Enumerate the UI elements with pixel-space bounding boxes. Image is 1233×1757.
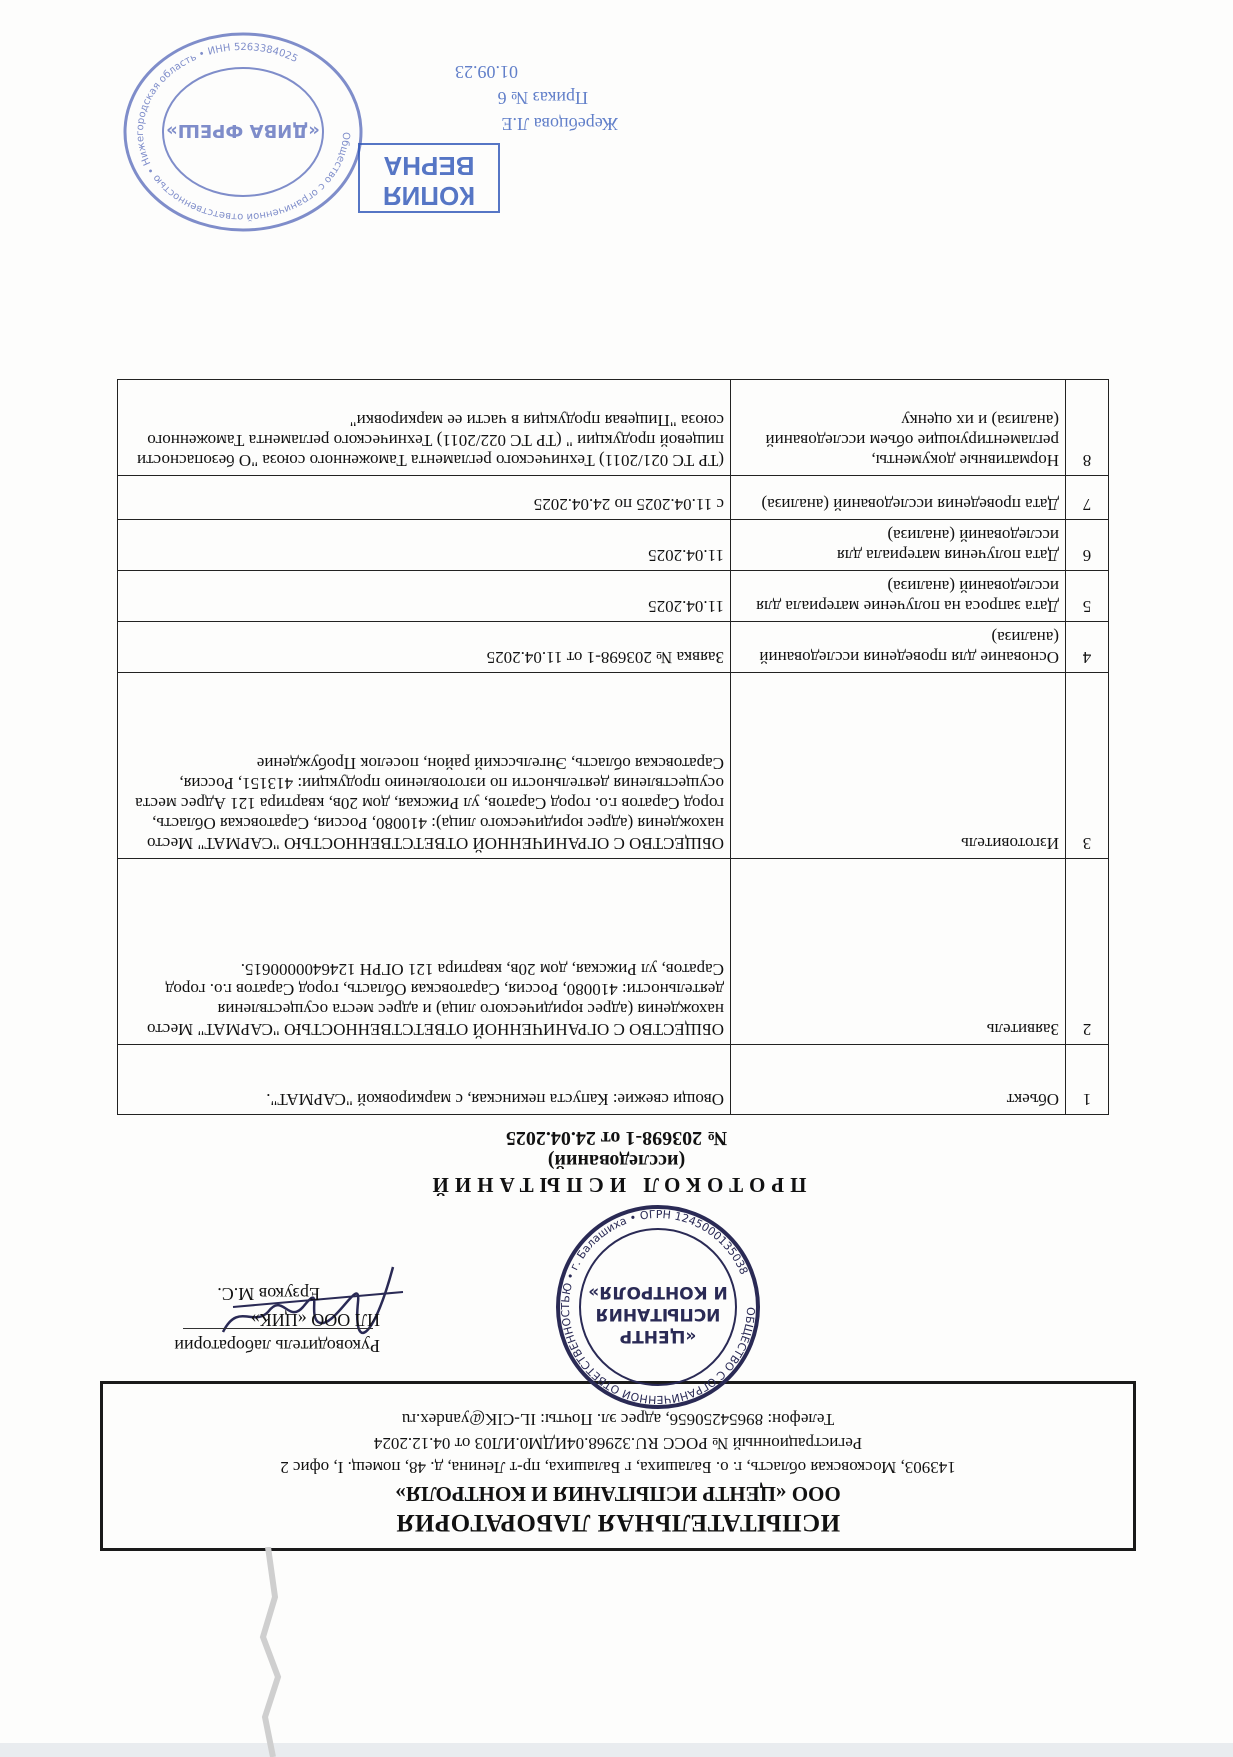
org-stamp-center-text: «ДИВА ФРЕШ» bbox=[166, 120, 320, 141]
row-field-name: Нормативные документы, регламентирующие объем исследований (анализа) и их оценку bbox=[731, 380, 1066, 476]
copy-true-stamp bbox=[358, 143, 500, 213]
row-field-value: Заявка № 203698-1 от 11.04.2025 bbox=[118, 622, 731, 673]
lab-title: ИСПЫТАТЕЛЬНАЯ ЛАБОРАТОРИЯ bbox=[395, 1509, 841, 1536]
table-row bbox=[118, 622, 1109, 673]
lab-address: 143903, Московская область, г. о. Балашиха, г Балашиха, пр-т Ленина, д. 48, помещ. I, офис 2 bbox=[280, 1458, 956, 1477]
lab-stamp-ring-text: ОБЩЕСТВО С ОГРАНИЧЕННОЙ ОТВЕТСТВЕННОСТЬЮ • г. Балашиха • ОГРН 1245000135038 bbox=[558, 1207, 758, 1407]
lab-org-name: ООО «ЦЕНТР ИСПЫТАНИЯ И КОНТРОЛЯ» bbox=[395, 1482, 841, 1506]
row-number: 1 bbox=[1066, 1045, 1109, 1115]
row-field-value: 11.04.2025 bbox=[118, 520, 731, 571]
protocol-number: № 203698-1 от 24.04.2025 bbox=[505, 1127, 728, 1149]
table-row bbox=[118, 380, 1109, 476]
table-row bbox=[118, 476, 1109, 520]
row-field-value: (ТР ТС 021/2011) Технического регламента Таможенного союза "О безопасности пищевой продукции " (ТР ТС 022/2011) Технического регламента Таможенного союза "Пищевая продукция в части ее маркировки" bbox=[118, 380, 731, 476]
copy-order-note bbox=[398, 59, 618, 137]
row-number: 8 bbox=[1066, 380, 1109, 476]
row-number: 2 bbox=[1066, 859, 1109, 1045]
protocol-table bbox=[117, 379, 1109, 1115]
table-row bbox=[118, 1045, 1109, 1115]
org-stamp-ring-text: Общество с ограниченной ответственностью • Нижегородская область • ИНН 5263384025 bbox=[134, 41, 352, 223]
table-row bbox=[118, 673, 1109, 859]
scan-edge-band bbox=[0, 1743, 1233, 1757]
signature-name: Ерзуков М.С. bbox=[217, 1284, 320, 1304]
row-field-name: Дата получения материала для исследований (анализа) bbox=[731, 520, 1066, 571]
table-row bbox=[118, 571, 1109, 622]
row-number: 7 bbox=[1066, 476, 1109, 520]
row-field-value: ОБЩЕСТВО С ОГРАНИЧЕННОЙ ОТВЕТСТВЕННОСТЬЮ "САРМАТ" Место нахождения (адрес юридического лица): 410080, Россия, Саратовская Область, город Саратов г.о. город Саратов, ул Рижская, дом 20в, квартира 121 Адрес места осуществления деятельности по изготовлению продукции: 413151, Россия, Саратовская область, Энгельсский район, поселок Пробуждение bbox=[118, 673, 731, 859]
row-number: 5 bbox=[1066, 571, 1109, 622]
copy-order-line2: Приказ № 6 bbox=[497, 88, 588, 108]
protocol-title bbox=[0, 1126, 1233, 1197]
row-number: 4 bbox=[1066, 622, 1109, 673]
row-number: 6 bbox=[1066, 520, 1109, 571]
table-row bbox=[118, 859, 1109, 1045]
signature-role-line1: Руководитель лаборатории bbox=[174, 1336, 380, 1356]
row-field-name: Дата запроса на получение материала для исследований (анализа) bbox=[731, 571, 1066, 622]
row-field-name: Основание для проведения исследований (анализа) bbox=[731, 622, 1066, 673]
row-field-name: Заявитель bbox=[731, 859, 1066, 1045]
row-field-name: Объект bbox=[731, 1045, 1066, 1115]
lab-registration: Регистрационный № РОСС RU.32968.04ИДМ0.ИЛ03 от 04.12.2024 bbox=[373, 1434, 863, 1453]
table-row bbox=[118, 520, 1109, 571]
row-number: 3 bbox=[1066, 673, 1109, 859]
protocol-title-line2: (исследований) bbox=[547, 1150, 686, 1172]
lab-contacts: Телефон: 89654250656, адрес эл. Почты: IL-CIK@yandex.ru bbox=[401, 1410, 835, 1429]
lab-round-stamp bbox=[553, 1202, 763, 1412]
row-field-name: Изготовитель bbox=[731, 673, 1066, 859]
copy-order-line1: Жеребцова Л.Е bbox=[501, 114, 618, 134]
signature-role-line2: ИЛ ООО «ЦИК» bbox=[250, 1310, 380, 1330]
org-round-stamp bbox=[118, 27, 368, 237]
lab-stamp-center-text: «ЦЕНТР ИСПЫТАНИЯ И КОНТРОЛЯ» bbox=[588, 1282, 728, 1346]
row-field-value: ОБЩЕСТВО С ОГРАНИЧЕННОЙ ОТВЕТСТВЕННОСТЬЮ "САРМАТ" Место нахождения (адрес юридического лица) и адрес места осуществления деятельности: 410080, Россия, Саратовская Область, город Саратов г.о. город Саратов, ул Рижская, дом 20в, квартира 121 ОГРН 1246400000615. bbox=[118, 859, 731, 1045]
copy-order-line3: 01.09.23 bbox=[455, 62, 518, 82]
copy-stamp-line2: ВЕРНА bbox=[383, 151, 475, 181]
copy-stamp-line1: КОПИЯ bbox=[382, 181, 476, 211]
row-field-value: 11.04.2025 bbox=[118, 571, 731, 622]
protocol-title-line1: ПРОТОКОЛ ИСПЫТАНИЙ bbox=[426, 1173, 807, 1197]
row-field-value: Овощи свежие: Капуста пекинская, с маркировкой "САРМАТ". bbox=[118, 1045, 731, 1115]
signature-block bbox=[80, 1281, 380, 1359]
row-field-name: Дата проведения исследований (анализа) bbox=[731, 476, 1066, 520]
row-field-value: с 11.04.2025 по 24.04.2025 bbox=[118, 476, 731, 520]
torn-paper-edge bbox=[243, 1547, 303, 1757]
